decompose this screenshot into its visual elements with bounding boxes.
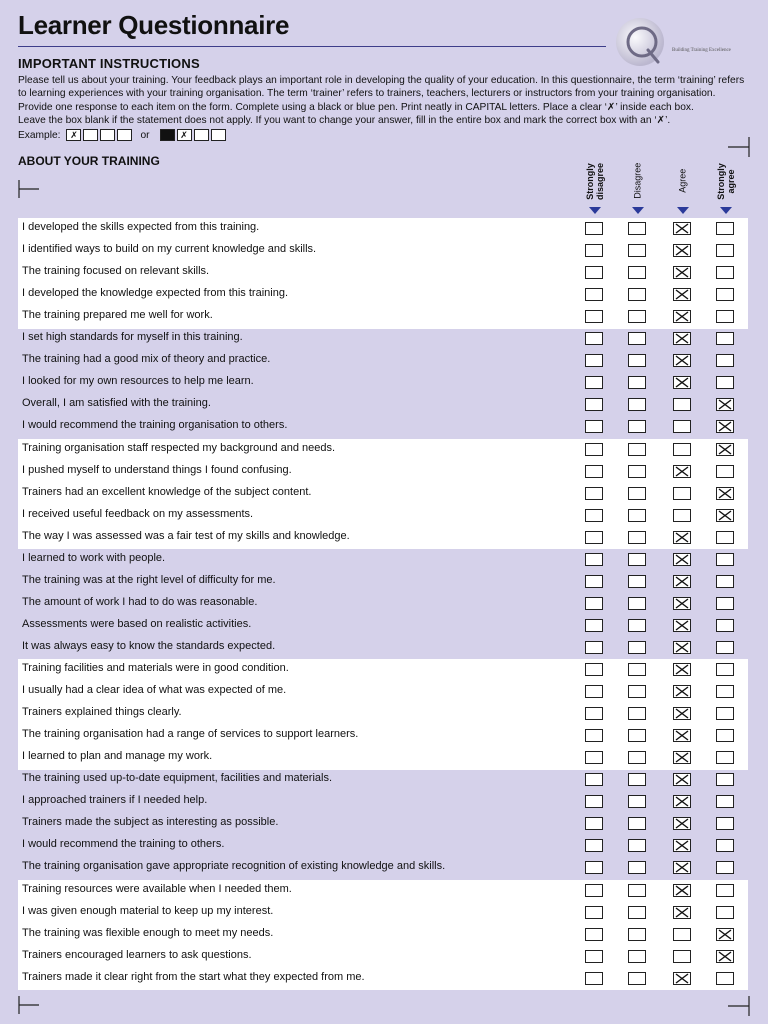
response-checkbox[interactable] <box>673 244 691 257</box>
question-row <box>18 527 748 549</box>
question-row <box>18 350 748 372</box>
response-checkbox[interactable] <box>585 398 603 411</box>
question-row <box>18 439 748 461</box>
response-checkbox[interactable] <box>716 619 734 632</box>
cross-mark-icon <box>674 532 690 543</box>
response-checkbox[interactable] <box>673 619 691 632</box>
corner-mark-icon <box>18 180 40 198</box>
cross-mark-icon <box>674 311 690 322</box>
question-row <box>18 924 748 946</box>
question-row <box>18 372 748 394</box>
question-row <box>18 946 748 968</box>
response-checkbox[interactable] <box>716 817 734 830</box>
question-text: I developed the knowledge expected from this training. <box>22 287 288 300</box>
response-checkbox[interactable] <box>673 795 691 808</box>
response-checkbox[interactable] <box>716 751 734 764</box>
question-row <box>18 262 748 284</box>
example-box <box>211 129 226 141</box>
question-row <box>18 306 748 328</box>
response-checkbox[interactable] <box>716 729 734 742</box>
response-checkbox[interactable] <box>628 972 646 985</box>
response-checkbox[interactable] <box>716 663 734 676</box>
response-checkbox[interactable] <box>716 839 734 852</box>
question-text: The training was flexible enough to meet my needs. <box>22 926 274 939</box>
response-checkbox[interactable] <box>716 972 734 985</box>
question-text: The amount of work I had to do was reasonable. <box>22 595 258 608</box>
response-checkbox[interactable] <box>673 398 691 411</box>
question-row <box>18 328 748 350</box>
response-checkbox[interactable] <box>673 884 691 897</box>
response-checkbox[interactable] <box>716 553 734 566</box>
cross-mark-icon <box>674 245 690 256</box>
response-checkbox[interactable] <box>673 376 691 389</box>
response-checkbox[interactable] <box>673 729 691 742</box>
example-box-marked: ✗ <box>177 129 192 141</box>
question-text: Trainers encouraged learners to ask questions. <box>22 948 252 961</box>
question-text: I received useful feedback on my assessments. <box>22 507 254 520</box>
cross-mark-icon <box>674 620 690 631</box>
response-checkbox[interactable] <box>628 795 646 808</box>
question-row <box>18 483 748 505</box>
cross-mark-icon <box>674 664 690 675</box>
cross-mark-icon <box>674 708 690 719</box>
question-text: The way I was assessed was a fair test of my skills and knowledge. <box>22 529 350 542</box>
question-text: The training focused on relevant skills. <box>22 265 210 278</box>
cross-mark-icon <box>674 642 690 653</box>
response-checkbox[interactable] <box>585 884 603 897</box>
response-checkbox[interactable] <box>628 487 646 500</box>
response-checkbox[interactable] <box>628 707 646 720</box>
question-text: It was always easy to know the standards expected. <box>22 639 276 652</box>
response-checkbox[interactable] <box>585 420 603 433</box>
question-text: I learned to work with people. <box>22 551 166 564</box>
response-checkbox[interactable] <box>628 376 646 389</box>
response-checkbox[interactable] <box>673 332 691 345</box>
column-header-label: Agree <box>677 168 688 194</box>
response-checkbox[interactable] <box>585 685 603 698</box>
cross-mark-icon <box>674 730 690 741</box>
response-checkbox[interactable] <box>628 332 646 345</box>
cross-mark-icon <box>674 686 690 697</box>
instructions-text <box>18 74 758 128</box>
response-checkbox[interactable] <box>628 420 646 433</box>
response-checkbox[interactable] <box>628 310 646 323</box>
example-box <box>194 129 209 141</box>
cross-mark-icon <box>674 554 690 565</box>
response-checkbox[interactable] <box>628 244 646 257</box>
response-checkbox[interactable] <box>716 928 734 941</box>
response-checkbox[interactable] <box>628 950 646 963</box>
question-text: I pushed myself to understand things I found confusing. <box>22 463 292 476</box>
response-checkbox[interactable] <box>673 443 691 456</box>
question-row <box>18 461 748 483</box>
response-checkbox[interactable] <box>585 707 603 720</box>
response-checkbox[interactable] <box>716 685 734 698</box>
question-text: I would recommend the training organisation to others. <box>22 419 288 432</box>
response-checkbox[interactable] <box>716 950 734 963</box>
page-title: Learner Questionnaire <box>18 10 290 40</box>
cross-mark-icon <box>674 907 690 918</box>
cross-mark-icon <box>674 377 690 388</box>
cross-mark-icon <box>674 223 690 234</box>
question-row <box>18 703 748 725</box>
question-row <box>18 813 748 835</box>
question-text: The training organisation gave appropriate recognition of existing knowledge and skills. <box>22 860 446 873</box>
response-checkbox[interactable] <box>673 751 691 764</box>
cross-mark-icon <box>717 421 733 432</box>
question-text: I usually had a clear idea of what was expected of me. <box>22 684 287 697</box>
response-checkbox[interactable] <box>673 509 691 522</box>
instructions-line: Please tell us about your training. Your feedback plays an important role in developing the quality of your education. In this questionnaire, the term ‘training’ refers <box>18 75 745 86</box>
instructions-line: to learning experiences with your training organisation. The term ‘trainer’ refers to trainers, teachers, lecturers or instructors from your training organisation. <box>18 88 716 100</box>
question-row <box>18 791 748 813</box>
response-checkbox[interactable] <box>585 641 603 654</box>
response-checkbox[interactable] <box>673 641 691 654</box>
response-checkbox[interactable] <box>673 861 691 874</box>
response-checkbox[interactable] <box>716 288 734 301</box>
cross-mark-icon <box>674 289 690 300</box>
response-checkbox[interactable] <box>716 707 734 720</box>
response-checkbox[interactable] <box>716 531 734 544</box>
response-checkbox[interactable] <box>628 663 646 676</box>
question-text: I approached trainers if I needed help. <box>22 794 208 807</box>
response-checkbox[interactable] <box>716 398 734 411</box>
question-text: I identified ways to build on my current knowledge and skills. <box>22 243 317 256</box>
question-text: Trainers made it clear right from the start what they expected from me. <box>22 970 365 983</box>
response-checkbox[interactable] <box>628 928 646 941</box>
cross-mark-icon <box>674 752 690 763</box>
question-row <box>18 769 748 791</box>
cross-mark-icon <box>674 796 690 807</box>
response-checkbox[interactable] <box>716 509 734 522</box>
response-checkbox[interactable] <box>628 861 646 874</box>
example-box <box>83 129 98 141</box>
response-checkbox[interactable] <box>673 950 691 963</box>
response-checkbox[interactable] <box>585 773 603 786</box>
example-or: or <box>140 129 150 141</box>
response-checkbox[interactable] <box>673 575 691 588</box>
response-checkbox[interactable] <box>628 222 646 235</box>
cross-mark-icon <box>674 598 690 609</box>
response-checkbox[interactable] <box>628 288 646 301</box>
cross-mark-icon <box>674 355 690 366</box>
response-checkbox[interactable] <box>673 685 691 698</box>
response-checkbox[interactable] <box>716 244 734 257</box>
response-checkbox[interactable] <box>585 597 603 610</box>
response-checkbox[interactable] <box>716 641 734 654</box>
response-checkbox[interactable] <box>716 443 734 456</box>
response-checkbox[interactable] <box>585 509 603 522</box>
response-checkbox[interactable] <box>628 509 646 522</box>
example-label: Example: <box>18 129 61 141</box>
column-header-strongly-agree <box>711 160 741 202</box>
example-box <box>117 129 132 141</box>
cross-mark-icon <box>717 399 733 410</box>
response-checkbox[interactable] <box>585 861 603 874</box>
cross-mark-icon <box>717 488 733 499</box>
response-checkbox[interactable] <box>716 884 734 897</box>
cross-mark-icon <box>717 951 733 962</box>
question-text: Training organisation staff respected my background and needs. <box>22 441 336 454</box>
response-checkbox[interactable] <box>585 244 603 257</box>
column-header-strongly-disagree <box>580 160 610 202</box>
response-checkbox[interactable] <box>628 443 646 456</box>
response-checkbox[interactable] <box>673 663 691 676</box>
cross-mark-icon <box>674 774 690 785</box>
response-checkbox[interactable] <box>673 420 691 433</box>
response-checkbox[interactable] <box>585 663 603 676</box>
response-checkbox[interactable] <box>716 861 734 874</box>
column-header-label: Strongly agree <box>715 162 736 200</box>
question-text: Assessments were based on realistic activities. <box>22 617 252 630</box>
response-checkbox[interactable] <box>628 773 646 786</box>
response-checkbox[interactable] <box>716 465 734 478</box>
response-checkbox[interactable] <box>585 575 603 588</box>
question-row <box>18 725 748 747</box>
question-text: The training was at the right level of difficulty for me. <box>22 573 276 586</box>
cross-mark-icon <box>674 973 690 984</box>
arrow-down-icon <box>677 207 689 214</box>
question-text: The training had a good mix of theory and practice. <box>22 353 271 366</box>
response-checkbox[interactable] <box>673 972 691 985</box>
response-checkbox[interactable] <box>585 950 603 963</box>
question-text: I would recommend the training to others. <box>22 838 225 851</box>
response-checkbox[interactable] <box>585 795 603 808</box>
question-row <box>18 637 748 659</box>
response-checkbox[interactable] <box>585 906 603 919</box>
question-text: Trainers had an excellent knowledge of the subject content. <box>22 485 312 498</box>
response-checkbox[interactable] <box>585 531 603 544</box>
response-checkbox[interactable] <box>585 839 603 852</box>
question-row <box>18 747 748 769</box>
response-checkbox[interactable] <box>716 575 734 588</box>
response-checkbox[interactable] <box>628 729 646 742</box>
response-checkbox[interactable] <box>628 751 646 764</box>
response-checkbox[interactable] <box>585 553 603 566</box>
response-checkbox[interactable] <box>585 465 603 478</box>
response-checkbox[interactable] <box>673 465 691 478</box>
response-checkbox[interactable] <box>628 597 646 610</box>
question-row <box>18 659 748 681</box>
response-checkbox[interactable] <box>628 465 646 478</box>
response-checkbox[interactable] <box>716 266 734 279</box>
response-checkbox[interactable] <box>585 928 603 941</box>
title-rule <box>18 46 606 47</box>
response-checkbox[interactable] <box>628 553 646 566</box>
response-checkbox[interactable] <box>585 751 603 764</box>
cross-mark-icon <box>674 885 690 896</box>
question-text: I was given enough material to keep up my interest. <box>22 904 274 917</box>
response-checkbox[interactable] <box>716 332 734 345</box>
cross-mark-icon <box>674 267 690 278</box>
response-checkbox[interactable] <box>673 906 691 919</box>
example-box <box>100 129 115 141</box>
response-checkbox[interactable] <box>673 707 691 720</box>
question-row <box>18 240 748 262</box>
question-text: I learned to plan and manage my work. <box>22 750 213 763</box>
arrow-down-icon <box>589 207 601 214</box>
response-checkbox[interactable] <box>585 354 603 367</box>
cross-mark-icon <box>717 929 733 940</box>
question-text: Trainers made the subject as interesting as possible. <box>22 816 279 829</box>
organisation-logo <box>612 16 752 72</box>
response-checkbox[interactable] <box>585 729 603 742</box>
cross-mark-icon <box>717 510 733 521</box>
question-row <box>18 416 748 438</box>
response-checkbox[interactable] <box>585 443 603 456</box>
response-checkbox[interactable] <box>628 817 646 830</box>
cross-mark-icon <box>674 466 690 477</box>
question-row <box>18 505 748 527</box>
response-checkbox[interactable] <box>628 884 646 897</box>
question-row <box>18 593 748 615</box>
response-checkbox[interactable] <box>673 487 691 500</box>
response-checkbox[interactable] <box>585 266 603 279</box>
response-checkbox[interactable] <box>585 817 603 830</box>
response-checkbox[interactable] <box>673 597 691 610</box>
response-checkbox[interactable] <box>628 575 646 588</box>
question-text: I set high standards for myself in this training. <box>22 331 243 344</box>
question-row <box>18 218 748 240</box>
question-row <box>18 549 748 571</box>
instructions-heading: IMPORTANT INSTRUCTIONS <box>18 56 200 71</box>
column-header-agree <box>668 160 698 202</box>
instructions-line: Provide one response to each item on the form. Complete using a black or blue pen. Print neatly in CAPITAL letters. Place a clear ‘✗’ inside each box. <box>18 101 694 113</box>
response-checkbox[interactable] <box>673 773 691 786</box>
question-row <box>18 284 748 306</box>
response-checkbox[interactable] <box>673 222 691 235</box>
question-text: The training used up-to-date equipment, facilities and materials. <box>22 772 333 785</box>
question-text: I developed the skills expected from this training. <box>22 221 260 233</box>
response-checkbox[interactable] <box>716 487 734 500</box>
response-checkbox[interactable] <box>585 222 603 235</box>
question-text: Overall, I am satisfied with the training. <box>22 397 211 410</box>
question-row <box>18 857 748 879</box>
question-text: Trainers explained things clearly. <box>22 706 182 719</box>
response-checkbox[interactable] <box>716 795 734 808</box>
response-checkbox[interactable] <box>673 266 691 279</box>
question-row <box>18 571 748 593</box>
instructions-line: Leave the box blank if the statement does not apply. If you want to change your answer, fill in the entire box and mark the correct box with an ‘✗’. <box>18 115 671 127</box>
example-box-marked: ✗ <box>66 129 81 141</box>
response-checkbox[interactable] <box>716 310 734 323</box>
arrow-down-icon <box>632 207 644 214</box>
question-text: Training facilities and materials were in good condition. <box>22 662 289 674</box>
question-text: I looked for my own resources to help me learn. <box>22 375 254 388</box>
question-row <box>18 835 748 857</box>
response-checkbox[interactable] <box>716 906 734 919</box>
response-checkbox[interactable] <box>673 531 691 544</box>
cross-mark-icon <box>674 576 690 587</box>
cross-mark-icon <box>674 862 690 873</box>
response-checkbox[interactable] <box>716 420 734 433</box>
column-header-disagree <box>623 160 653 202</box>
response-checkbox[interactable] <box>628 685 646 698</box>
response-checkbox[interactable] <box>716 354 734 367</box>
section-heading: ABOUT YOUR TRAINING <box>18 154 160 168</box>
column-header-label: Strongly disagree <box>584 162 605 200</box>
cross-mark-icon <box>674 840 690 851</box>
example-box-filled <box>160 129 175 141</box>
question-text: The training organisation had a range of services to support learners. <box>22 728 359 741</box>
logo-tagline: Building Training Excellence <box>672 48 731 53</box>
question-row <box>18 968 748 990</box>
response-checkbox[interactable] <box>585 619 603 632</box>
column-header-label: Disagree <box>632 162 643 200</box>
response-checkbox[interactable] <box>628 839 646 852</box>
question-row <box>18 681 748 703</box>
response-checkbox[interactable] <box>585 288 603 301</box>
response-checkbox[interactable] <box>585 376 603 389</box>
corner-mark-icon <box>18 996 40 1014</box>
question-row <box>18 902 748 924</box>
response-checkbox[interactable] <box>628 619 646 632</box>
response-checkbox[interactable] <box>628 266 646 279</box>
response-checkbox[interactable] <box>673 354 691 367</box>
example-row <box>18 129 226 141</box>
response-checkbox[interactable] <box>628 531 646 544</box>
response-checkbox[interactable] <box>673 928 691 941</box>
response-checkbox[interactable] <box>628 354 646 367</box>
response-checkbox[interactable] <box>673 310 691 323</box>
response-checkbox[interactable] <box>716 222 734 235</box>
response-checkbox[interactable] <box>585 487 603 500</box>
response-checkbox[interactable] <box>673 288 691 301</box>
corner-mark-icon <box>728 996 752 1016</box>
question-row <box>18 615 748 637</box>
question-row <box>18 394 748 416</box>
response-checkbox[interactable] <box>585 332 603 345</box>
response-checkbox[interactable] <box>628 641 646 654</box>
arrow-down-icon <box>720 207 732 214</box>
response-checkbox[interactable] <box>585 310 603 323</box>
response-checkbox[interactable] <box>716 773 734 786</box>
response-checkbox[interactable] <box>673 817 691 830</box>
question-text: The training prepared me well for work. <box>22 309 213 322</box>
response-checkbox[interactable] <box>673 553 691 566</box>
response-checkbox[interactable] <box>628 906 646 919</box>
cross-mark-icon <box>674 333 690 344</box>
question-text: Training resources were available when I needed them. <box>22 882 292 895</box>
response-checkbox[interactable] <box>716 376 734 389</box>
cross-mark-icon <box>717 444 733 455</box>
question-row <box>18 880 748 902</box>
corner-mark-icon <box>728 137 752 157</box>
response-checkbox[interactable] <box>673 839 691 852</box>
response-checkbox[interactable] <box>585 972 603 985</box>
response-checkbox[interactable] <box>628 398 646 411</box>
response-checkbox[interactable] <box>716 597 734 610</box>
cross-mark-icon <box>674 818 690 829</box>
